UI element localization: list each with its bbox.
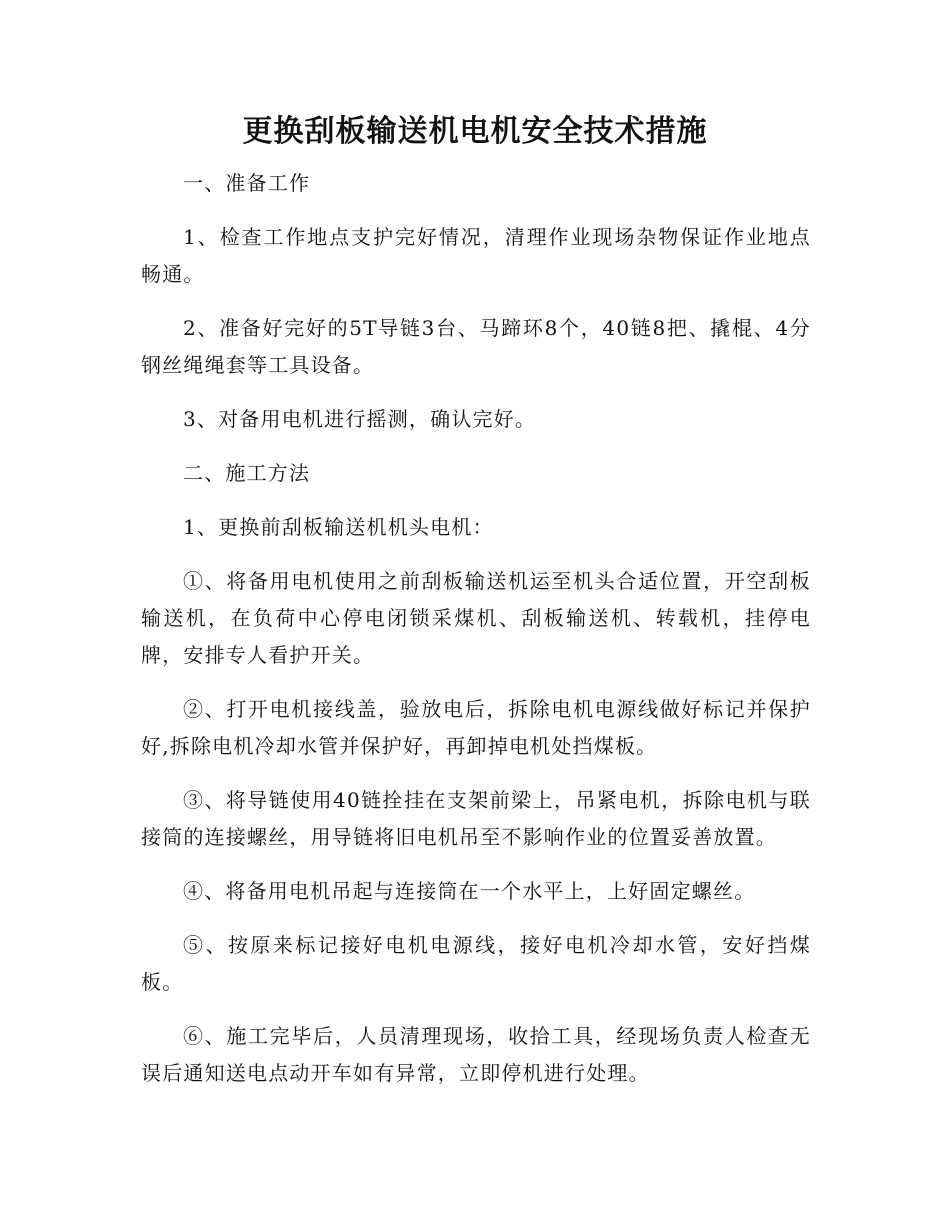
paragraph: 3、对备用电机进行摇测，确认完好。	[183, 407, 537, 431]
paragraph: 1、检查工作地点支护完好情况，清理作业现场杂物保证作业地点畅通。	[141, 225, 811, 286]
document-title: 更换刮板输送机电机安全技术措施	[242, 114, 708, 149]
paragraph: 2、准备好完好的5T导链3台、马蹄环8个，40链8把、撬棍、4分钢丝绳绳套等工具设备。	[141, 316, 811, 377]
paragraph: ①、将备用电机使用之前刮板输送机运至机头合适位置，开空刮板输送机，在负荷中心停电闭锁采煤机、刮板输送机、转载机，挂停电牌，安排专人看护开关。	[141, 569, 811, 667]
paragraph: ④、将备用电机吊起与连接筒在一个水平上，上好固定螺丝。	[183, 879, 756, 903]
paragraph: ⑥、施工完毕后，人员清理现场，收拾工具，经现场负责人检查无误后通知送电点动开车如有异常，立即停机进行处理。	[141, 1024, 811, 1085]
paragraph: ③、将导链使用40链拴挂在支架前梁上，吊紧电机，拆除电机与联接筒的连接螺丝，用导链将旧电机吊至不影响作业的位置妥善放置。	[141, 788, 811, 849]
section-heading-construction-method: 二、施工方法	[183, 461, 311, 485]
document-body	[141, 165, 811, 1109]
paragraph: ②、打开电机接线盖，验放电后，拆除电机电源线做好标记并保护好,拆除电机冷却水管并保护好，再卸掉电机处挡煤板。	[141, 697, 811, 758]
paragraph: 1、更换前刮板输送机机头电机：	[183, 515, 494, 539]
paragraph: ⑤、按原来标记接好电机电源线，接好电机冷却水管，安好挡煤板。	[141, 933, 811, 994]
section-heading-preparation: 一、准备工作	[183, 171, 311, 195]
